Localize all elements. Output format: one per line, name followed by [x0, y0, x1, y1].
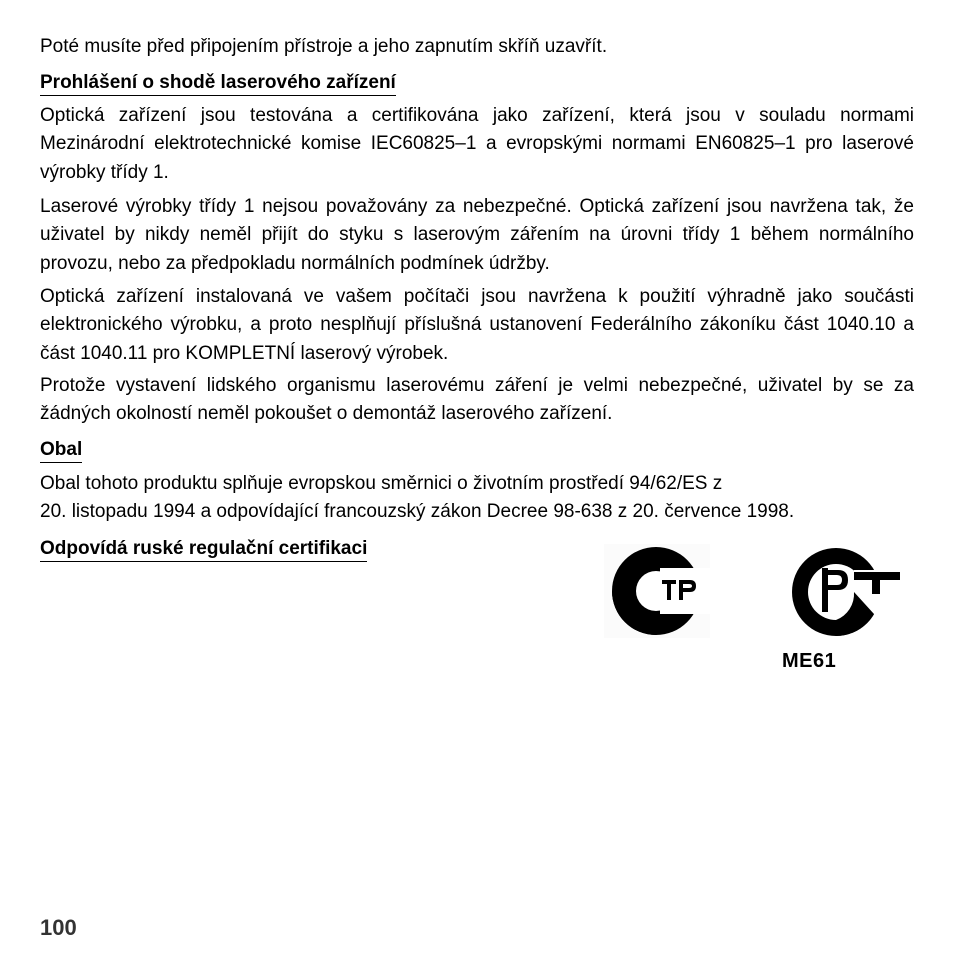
intro-paragraph: Poté musíte před připojením přístroje a jeho zapnutím skříň uzavřít.	[40, 36, 608, 57]
laser-p2-block	[40, 193, 914, 278]
laser-p1-block	[40, 102, 914, 187]
laser-p3-block	[40, 283, 914, 368]
laser-heading: Prohlášení o shodě laserového zařízení	[40, 71, 396, 96]
gost-tp-logo	[604, 544, 710, 638]
laser-paragraph-3: Optická zařízení instalovaná ve vašem počítači jsou navržena k použití výhradně jako součásti elektronického výrobku, a proto nesplňují příslušná ustanovení Federálního zákoníku část 1040.10 a část 1040.11 pro KOMPLETNÍ laserový výrobek.	[40, 286, 914, 364]
packaging-block	[40, 470, 914, 527]
packaging-heading: Obal	[40, 438, 82, 463]
intro-block	[40, 33, 914, 61]
packaging-line-1: Obal tohoto produktu splňuje evropskou směrnici o životním prostředí 94/62/ES z	[40, 473, 723, 494]
page-number: 100	[40, 915, 77, 940]
laser-paragraph-1: Optická zařízení jsou testována a certifikována jako zařízení, která jsou v souladu normami Mezinárodní elektrotechnické komise IEC60825–1 a evropskými normami EN60825–1 pro laserové výrobky třídy 1.	[40, 105, 914, 183]
certification-code: ME61	[782, 650, 837, 672]
laser-heading-block	[40, 71, 914, 96]
laser-paragraph-4: Protože vystavení lidského organismu laserovému záření je velmi nebezpečné, uživatel by se za žádných okolností neměl pokoušet o demontáž laserového zařízení.	[40, 375, 914, 425]
certification-logos	[604, 544, 874, 684]
laser-paragraph-2: Laserové výrobky třídy 1 nejsou považovány za nebezpečné. Optická zařízení jsou navržena tak, že uživatel by nikdy neměl přijít do styku s laserovým zářením na úrovni třídy 1 během normálního provozu, nebo za předpokladu normálních podmínek údržby.	[40, 196, 914, 274]
russia-heading: Odpovídá ruské regulační certifikaci	[40, 537, 367, 562]
svg-text:PCT: PCT	[792, 546, 794, 547]
laser-p4-block	[40, 372, 914, 429]
packaging-line-2: 20. listopadu 1994 a odpovídající francouzský zákon Decree 98-638 z 20. července 1998.	[40, 501, 795, 523]
packaging-heading-block	[40, 438, 914, 463]
pct-logo	[792, 546, 902, 638]
